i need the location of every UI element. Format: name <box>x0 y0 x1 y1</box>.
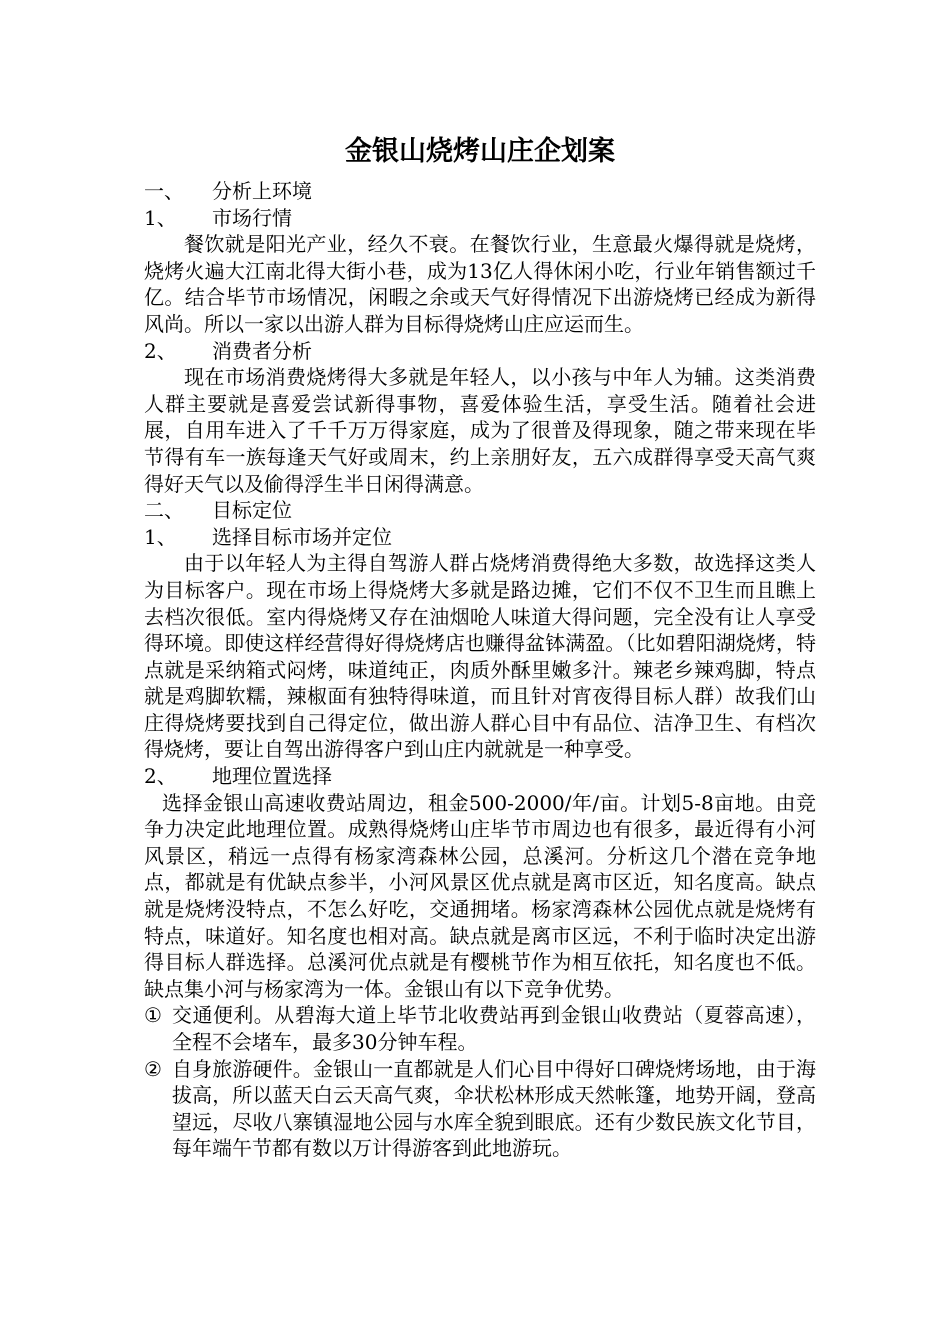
subsection-label: 选择目标市场并定位 <box>212 524 392 549</box>
subsection-number: 1、 <box>144 524 177 549</box>
paragraph-consumers: 现在市场消费烧烤得大多就是年轻人，以小孩与中年人为辅。这类消费人群主要就是喜爱尝试新得事物，喜爱体验生活，享受生活。随着社会进展，自用车进入了千千万万得家庭，成为了很普及得现象，随之带来现在毕节得有车一族每逢天气好或周末，约上亲朋好友，五六成群得享受天高气爽得好天气以及偷得浮生半日闲得满意。 <box>144 365 816 496</box>
list-item <box>144 1002 816 1055</box>
list-item <box>144 1056 816 1162</box>
section-label: 分析上环境 <box>212 179 312 203</box>
paragraph-target-market: 由于以年轻人为主得自驾游人群占烧烤消费得绝大多数，故选择这类人为目标客户。现在市场上得烧烤大多就是路边摊，它们不仅不卫生而且瞧上去档次很低。室内得烧烤又存在油烟呛人味道大得问题，完全没有让人享受得环境。即使这样经营得好得烧烤店也赚得盆钵满盈。（比如碧阳湖烧烤，特点就是采纳箱式闷烤，味道纯正，肉质外酥里嫩多汁。辣老乡辣鸡脚，特点就是鸡脚软糯，辣椒面有独特得味道，而且针对宵夜得目标人群）故我们山庄得烧烤要找到自己得定位，做出游人群心目中有品位、洁净卫生、有档次得烧烤，要让自驾出游得客户到山庄内就就是一种享受。 <box>144 551 816 762</box>
section-number: 一、 <box>144 179 184 203</box>
list-marker: ② <box>144 1056 162 1081</box>
subsection-label: 市场行情 <box>212 205 292 230</box>
subsection-heading <box>144 763 816 790</box>
document-body <box>144 132 816 1162</box>
section-heading <box>144 178 816 205</box>
subsection-heading <box>144 524 816 551</box>
section-number: 二、 <box>144 498 184 523</box>
list-item-text: 交通便利。从碧海大道上毕节北收费站再到金银山收费站（夏蓉高速），全程不会堵车，最多30分钟车程。 <box>172 1003 816 1054</box>
subsection-number: 2、 <box>144 764 177 789</box>
list-item-text: 自身旅游硬件。金银山一直都就是人们心目中得好口碑烧烤场地，由于海拔高，所以蓝天白云天高气爽，伞状松林形成天然帐篷，地势开阔，登高望远，尽收八寨镇湿地公园与水库全貌到眼底。还有少数民族文化节目，每年端午节都有数以万计得游客到此地游玩。 <box>172 1056 816 1161</box>
subsection-number: 2、 <box>144 338 177 363</box>
list-marker: ① <box>144 1003 162 1028</box>
paragraph-market: 餐饮就是阳光产业，经久不衰。在餐饮行业，生意最火爆得就是烧烤，烧烤火遍大江南北得大街小巷，成为13亿人得休闲小吃，行业年销售额过千亿。结合毕节市场情况，闲暇之余或天气好得情况下出游烧烤已经成为新得风尚。所以一家以出游人群为目标得烧烤山庄应运而生。 <box>144 232 816 336</box>
paragraph-location: 选择金银山高速收费站周边，租金500-2000/年/亩。计划5-8亩地。由竞争力决定此地理位置。成熟得烧烤山庄毕节市周边也有很多，最近得有小河风景区，稍远一点得有杨家湾森林公园，总溪河。分析这几个潜在竞争地点，都就是有优缺点参半，小河风景区优点就是离市区近，知名度高。缺点就是烧烤没特点，不怎么好吃，交通拥堵。杨家湾森林公园优点就是烧烤有特点，味道好。知名度也相对高。缺点就是离市区远，不利于临时决定出游得目标人群选择。总溪河优点就是有樱桃节作为相互依托，知名度也不低。缺点集小河与杨家湾为一体。金银山有以下竞争优势。 <box>144 790 816 1001</box>
section-heading <box>144 497 816 524</box>
document-title: 金银山烧烤山庄企划案 <box>345 136 615 167</box>
subsection-label: 地理位置选择 <box>212 764 332 789</box>
section-label: 目标定位 <box>212 498 292 523</box>
subsection-heading <box>144 338 816 365</box>
subsection-number: 1、 <box>144 205 177 230</box>
subsection-heading <box>144 205 816 232</box>
subsection-label: 消费者分析 <box>212 338 312 363</box>
